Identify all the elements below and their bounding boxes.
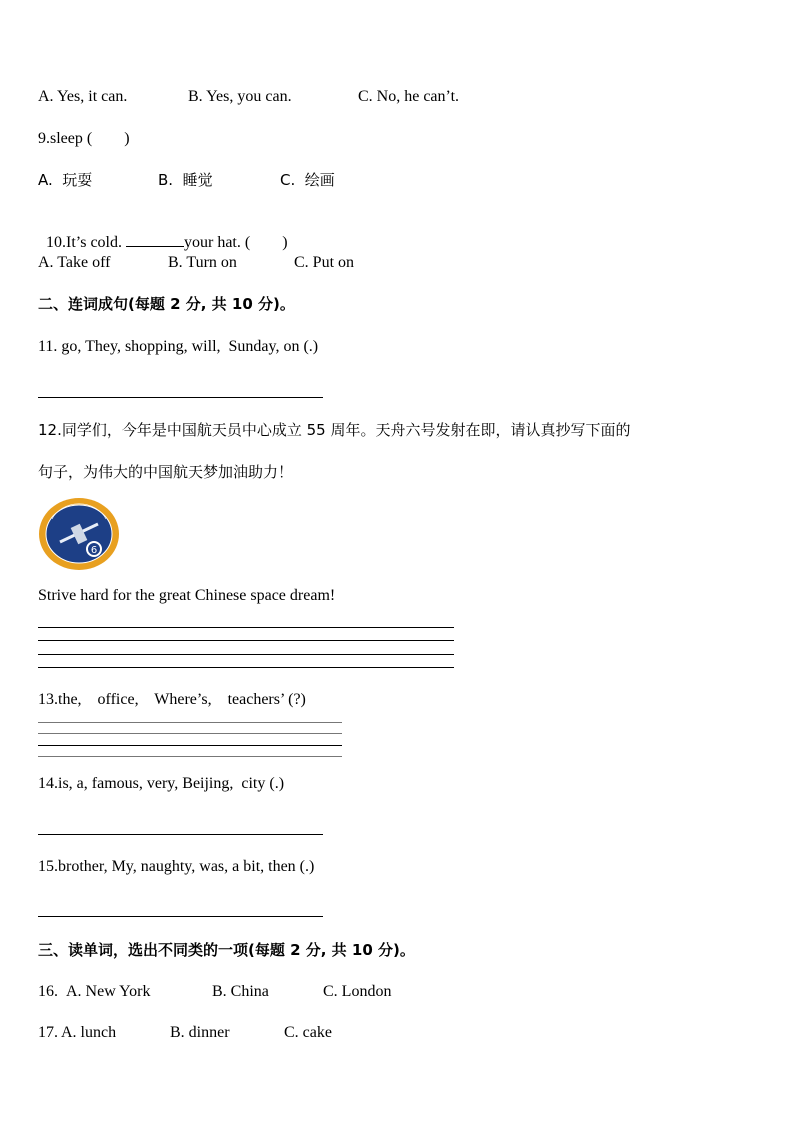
q13-writing-line-1[interactable] xyxy=(38,722,342,723)
q8-option-a: A. Yes, it can. xyxy=(38,88,128,105)
section2-heading: 二、连词成句(每题 2 分, 共 10 分)。 xyxy=(38,295,295,313)
q12-writing-line-3[interactable] xyxy=(38,654,454,655)
q14-text: 14.is, a, famous, very, Beijing, city (.) xyxy=(38,775,285,792)
q12-line1: 12.同学们，今年是中国航天员中心成立 55 周年。天舟六号发射在即，请认真抄写下面的 xyxy=(38,421,631,439)
q11-answer-line[interactable] xyxy=(38,397,323,398)
q17-option-a: A. lunch xyxy=(61,1024,117,1041)
q13-text: 13.the, office, Where’s, teachers’ (?) xyxy=(38,691,306,708)
q16-option-a: A. New York xyxy=(66,983,151,1000)
q12-sentence: Strive hard for the great Chinese space dream! xyxy=(38,587,336,604)
section3-heading: 三、读单词，选出不同类的一项(每题 2 分, 共 10 分)。 xyxy=(38,941,415,959)
q11-text: 11. go, They, shopping, will, Sunday, on (.) xyxy=(38,338,319,355)
q10-option-c: C. Put on xyxy=(294,254,355,271)
q9-option-a: A. 玩耍 xyxy=(38,171,93,189)
q17-option-b: B. dinner xyxy=(170,1024,230,1041)
q15-answer-line[interactable] xyxy=(38,916,323,917)
q14-answer-line[interactable] xyxy=(38,834,323,835)
q9-option-b: B. 睡觉 xyxy=(158,171,213,189)
q16-number: 16. xyxy=(38,983,62,1000)
q16-option-c: C. London xyxy=(323,983,392,1000)
q13-writing-line-2[interactable] xyxy=(38,733,342,734)
q12-writing-line-2[interactable] xyxy=(38,640,454,641)
q10-option-b: B. Turn on xyxy=(168,254,237,271)
q15-text: 15.brother, My, naughty, was, a bit, then (.) xyxy=(38,858,315,875)
badge-number: 6 xyxy=(90,545,98,556)
q10-option-a: A. Take off xyxy=(38,254,111,271)
q16-option-b: B. China xyxy=(212,983,269,1000)
q10-stem-after: your hat. ( ) xyxy=(184,234,288,251)
q8-option-c: C. No, he can’t. xyxy=(358,88,460,105)
q10-stem-before: 10.It’s cold. xyxy=(46,234,126,251)
q9-stem: 9.sleep ( ) xyxy=(38,130,130,147)
q13-writing-line-4[interactable] xyxy=(38,756,342,757)
q12-writing-line-4[interactable] xyxy=(38,667,454,668)
q9-option-c: C. 绘画 xyxy=(280,171,335,189)
q17-option-c: C. cake xyxy=(284,1024,332,1041)
q8-option-b: B. Yes, you can. xyxy=(188,88,292,105)
q12-line2: 句子，为伟大的中国航天梦加油助力！ xyxy=(38,463,294,481)
q10-stem xyxy=(38,212,288,253)
q17-row xyxy=(38,1023,332,1123)
q17-number: 17. xyxy=(38,1024,58,1041)
q12-writing-line-1[interactable] xyxy=(38,627,454,628)
shenzhou-mission-badge xyxy=(38,497,120,571)
q13-writing-line-3[interactable] xyxy=(38,745,342,746)
q10-blank[interactable] xyxy=(126,232,184,247)
